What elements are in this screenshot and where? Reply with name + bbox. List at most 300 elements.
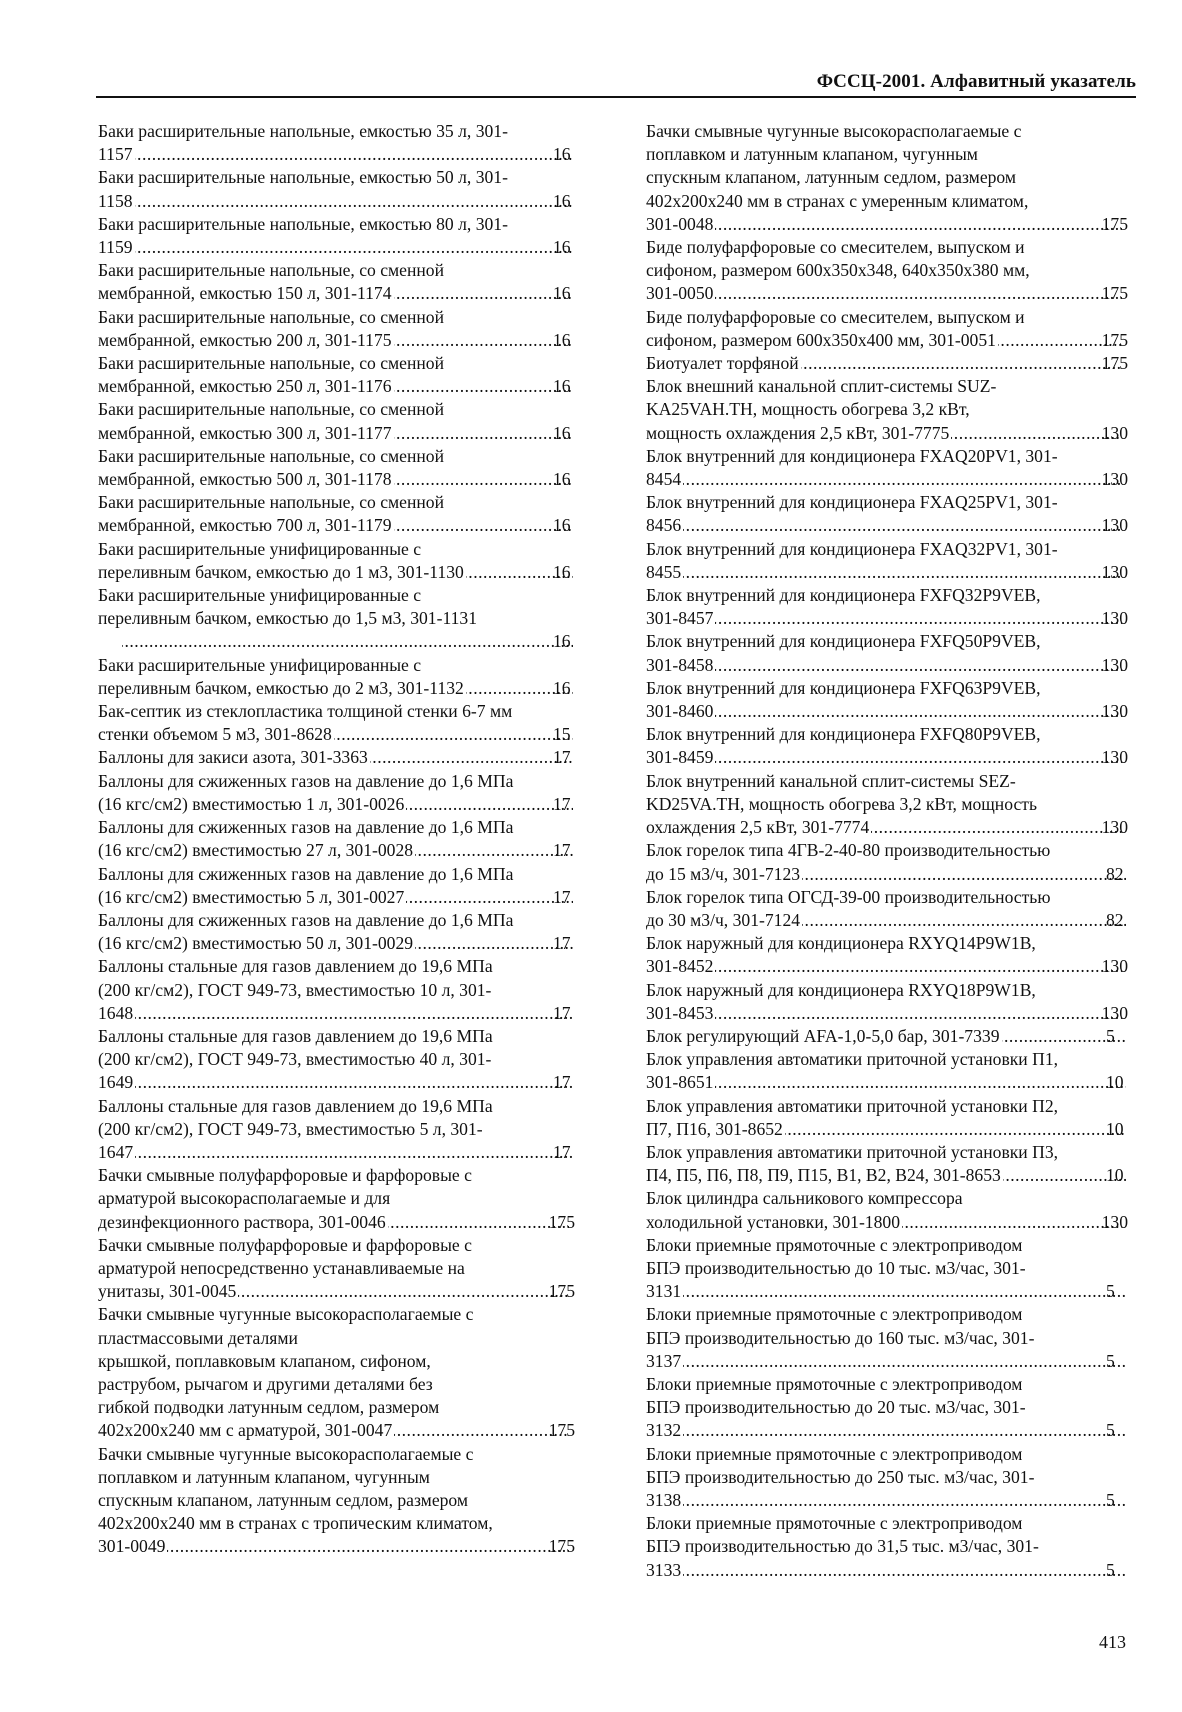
entry-text-line: (200 кг/см2), ГОСТ 949-73, вместимостью 5 л, 301- bbox=[98, 1118, 483, 1139]
entry-leader-line bbox=[646, 329, 1128, 352]
entry-text-line: Блок внутренний для кондиционера FXAQ20PV1, 301- bbox=[646, 445, 1058, 466]
entry-text-line: Баллоны для сжиженных газов на давление до 1,6 МПа bbox=[98, 863, 514, 884]
entry-leader-line: 1158 ..... 16 bbox=[120, 190, 575, 213]
entry-leader-line bbox=[646, 468, 1128, 491]
index-entry bbox=[646, 491, 1128, 537]
entry-text-line: Баллоны для сжиженных газов на давление до 1,6 МПа bbox=[98, 770, 514, 791]
index-entry bbox=[98, 654, 575, 700]
entry-text-last: охлаждения 2,5 кВт, 301-7774 bbox=[646, 817, 870, 838]
entry-page-ref: 130 bbox=[1101, 608, 1128, 629]
entry-text-line: Бачки смывные чугунные высокорасполагаемые с bbox=[98, 1304, 474, 1325]
index-entry bbox=[646, 1025, 1128, 1048]
index-entry bbox=[646, 1234, 1128, 1304]
index-entry bbox=[646, 352, 1128, 375]
index-entry bbox=[646, 1095, 1128, 1141]
entry-leader-line: 3137 ..... 5 bbox=[668, 1350, 1128, 1373]
entry-page-ref: 175 bbox=[548, 1281, 575, 1302]
entry-text-line: Блок внутренний для кондиционера FXFQ50P9VEB, bbox=[646, 631, 1041, 652]
entry-text-line: пластмассовыми деталями bbox=[98, 1327, 298, 1348]
entry-leader-line bbox=[646, 213, 1128, 236]
entry-text-line: Блок наружный для кондиционера RXYQ14P9W1B, bbox=[646, 933, 1036, 954]
index-entry bbox=[646, 306, 1128, 352]
index-entry bbox=[98, 213, 575, 259]
entry-leader-line: Баллоны для закиси азота, 301-3363 ..... 17 bbox=[120, 746, 575, 769]
entry-text-last: 1157 bbox=[98, 144, 133, 165]
page-header bbox=[96, 66, 1136, 98]
index-entry bbox=[646, 979, 1128, 1025]
index-entry bbox=[98, 770, 575, 816]
entry-text-line: Баки расширительные напольные, со сменной bbox=[98, 353, 445, 374]
entry-text-line: Баки расширительные напольные, со сменной bbox=[98, 399, 445, 420]
dot-leader bbox=[135, 190, 573, 213]
entry-text-last: (16 кгс/см2) вместимостью 50 л, 301-0029 bbox=[98, 933, 414, 954]
index-entry bbox=[98, 746, 575, 769]
index-entry bbox=[646, 932, 1128, 978]
entry-leader-line bbox=[646, 422, 1128, 445]
index-entry bbox=[646, 886, 1128, 932]
entry-text-line: Блок управления автоматики приточной установки П2, bbox=[646, 1095, 1059, 1116]
dot-leader bbox=[415, 839, 573, 862]
entry-text-line: (200 кг/см2), ГОСТ 949-73, вместимостью 10 л, 301- bbox=[98, 979, 492, 1000]
entry-text-line: Баллоны стальные для газов давлением до 19,6 МПа bbox=[98, 956, 493, 977]
dot-leader bbox=[902, 1211, 1122, 1234]
entry-text-line: Блок цилиндра сальникового компрессора bbox=[646, 1188, 963, 1209]
entry-page-ref: 130 bbox=[1101, 1211, 1128, 1232]
entry-text-line: Блоки приемные прямоточные с электроприводом bbox=[646, 1373, 1023, 1394]
dot-leader bbox=[394, 422, 573, 445]
entry-text-line: Баллоны стальные для газов давлением до 19,6 МПа bbox=[98, 1095, 493, 1116]
entry-leader-line: стенки объемом 5 м3, 301-8628 ..... 15 bbox=[120, 723, 575, 746]
entry-page-ref: 130 bbox=[1101, 515, 1128, 536]
index-entry bbox=[98, 538, 575, 584]
entry-text-line: 402x200x240 мм в странах с умеренным климатом, bbox=[646, 190, 1029, 211]
entry-text-last: мембранной, емкостью 700 л, 301-1179 bbox=[98, 515, 392, 536]
entry-page-ref: 175 bbox=[548, 1211, 575, 1232]
entry-text-line: Блок горелок типа 4ГВ-2-40-80 производительностью bbox=[646, 840, 1051, 861]
entry-text-last: Биотуалет торфяной bbox=[646, 353, 799, 374]
entry-text-line: раструбом, рычагом и другими деталями без bbox=[98, 1373, 433, 1394]
index-column-left bbox=[98, 120, 575, 1559]
entry-text-line: KD25VA.TH, мощность обогрева 3,2 кВт, мощность bbox=[646, 793, 1037, 814]
entry-leader-line: Блок регулирующий AFA-1,0-5,0 бар, 301-7339 ..... 5 bbox=[668, 1025, 1128, 1048]
dot-leader bbox=[370, 746, 573, 769]
entry-text-line: Баки расширительные напольные, емкостью 80 л, 301- bbox=[98, 213, 508, 234]
index-entry bbox=[98, 863, 575, 909]
entry-leader-line: переливным бачком, емкостью до 2 м3, 301-1132 ..... 16 bbox=[120, 677, 575, 700]
entry-text-last: унитазы, 301-0045 bbox=[98, 1281, 237, 1302]
entry-leader-line: мембранной, емкостью 500 л, 301-1178 ..... 16 bbox=[120, 468, 575, 491]
entry-leader-line bbox=[646, 352, 1128, 375]
entry-text-line: Блок горелок типа ОГСД-39-00 производительностью bbox=[646, 886, 1051, 907]
index-entry bbox=[98, 1234, 575, 1304]
entry-page-ref: 130 bbox=[1101, 956, 1128, 977]
entry-text-last: до 30 м3/ч, 301-7124 bbox=[646, 909, 801, 930]
dot-leader bbox=[394, 329, 573, 352]
dot-leader bbox=[715, 746, 1121, 769]
entry-text-line: Блок внешний канальной сплит-системы SUZ- bbox=[646, 376, 997, 397]
entry-text-line: арматурой непосредственно устанавливаемые на bbox=[98, 1257, 465, 1278]
index-entry bbox=[646, 1141, 1128, 1187]
dot-leader bbox=[122, 630, 573, 653]
index-entry bbox=[98, 816, 575, 862]
entry-leader-line: до 30 м3/ч, 301-7124 ..... 82 bbox=[668, 909, 1128, 932]
entry-leader-line: 301-8651 ..... 10 bbox=[668, 1071, 1128, 1094]
dot-leader bbox=[394, 468, 573, 491]
dot-leader bbox=[394, 375, 573, 398]
dot-leader bbox=[394, 514, 573, 537]
index-entry bbox=[646, 770, 1128, 840]
entry-text-line: Блоки приемные прямоточные с электроприводом bbox=[646, 1443, 1023, 1464]
entry-text-line: Блоки приемные прямоточные с электроприводом bbox=[646, 1304, 1023, 1325]
dot-leader bbox=[715, 213, 1121, 236]
index-entry bbox=[646, 120, 1128, 236]
index-entry bbox=[646, 1303, 1128, 1373]
index-entry bbox=[646, 677, 1128, 723]
entry-text-last: 301-8458 bbox=[646, 654, 714, 675]
dot-leader bbox=[135, 143, 573, 166]
dot-leader bbox=[394, 1419, 568, 1442]
index-entry bbox=[646, 445, 1128, 491]
entry-leader-line bbox=[646, 561, 1128, 584]
index-entry bbox=[646, 538, 1128, 584]
entry-page-ref: 130 bbox=[1101, 561, 1128, 582]
dot-leader bbox=[135, 1071, 573, 1094]
dot-leader bbox=[715, 1002, 1121, 1025]
entry-text-line: Баки расширительные напольные, со сменной bbox=[98, 445, 445, 466]
entry-text-last: 301-0048 bbox=[646, 213, 714, 234]
entry-leader-line bbox=[646, 746, 1128, 769]
index-entry bbox=[98, 445, 575, 491]
index-entry bbox=[646, 1048, 1128, 1094]
entry-text-line: Баллоны стальные для газов давлением до 19,6 МПа bbox=[98, 1025, 493, 1046]
entry-leader-line: мембранной, емкостью 150 л, 301-1174 ..... 16 bbox=[120, 282, 575, 305]
entry-leader-line: 1157 ..... 16 bbox=[120, 143, 575, 166]
entry-text-last: мембранной, емкостью 300 л, 301-1177 bbox=[98, 422, 392, 443]
entry-text-line: Биде полуфарфоровые со смесителем, выпуском и bbox=[646, 306, 1025, 327]
dot-leader bbox=[135, 236, 573, 259]
entry-leader-line: 3133 ..... 5 bbox=[668, 1559, 1128, 1582]
entry-text-last: 1159 bbox=[98, 237, 133, 258]
entry-text-last: сифоном, размером 600x350x400 мм, 301-0051 bbox=[646, 329, 996, 350]
entry-text-line: Бачки смывные полуфарфоровые и фарфоровые с bbox=[98, 1234, 472, 1255]
entry-leader-line: мембранной, емкостью 200 л, 301-1175 ..... 16 bbox=[120, 329, 575, 352]
entry-text-last: 3137 bbox=[646, 1350, 682, 1371]
index-entry bbox=[98, 306, 575, 352]
entry-page-ref: 175 bbox=[1101, 353, 1128, 374]
dot-leader bbox=[683, 1350, 1126, 1373]
entry-text-last: мембранной, емкостью 200 л, 301-1175 bbox=[98, 329, 392, 350]
entry-leader-line: мембранной, емкостью 700 л, 301-1179 ..... 16 bbox=[120, 514, 575, 537]
entry-page-ref: 130 bbox=[1101, 422, 1128, 443]
entry-text-line: БПЭ производительностью до 10 тыс. м3/час, 301- bbox=[646, 1257, 1026, 1278]
entry-text-last: мембранной, емкостью 500 л, 301-1178 bbox=[98, 469, 392, 490]
index-entry bbox=[646, 1443, 1128, 1513]
entry-text-last: 301-0050 bbox=[646, 283, 714, 304]
entry-text-last: мембранной, емкостью 250 л, 301-1176 bbox=[98, 376, 392, 397]
entry-leader-line: переливным бачком, емкостью до 1 м3, 301-1130 ..... 16 bbox=[120, 561, 575, 584]
entry-text-last: (16 кгс/см2) вместимостью 1 л, 301-0026 bbox=[98, 793, 405, 814]
entry-text-last: 3133 bbox=[646, 1559, 682, 1580]
page-number: 413 bbox=[1099, 1632, 1126, 1652]
entry-leader-line bbox=[646, 955, 1128, 978]
dot-leader bbox=[683, 468, 1121, 491]
entry-leader-line: П4, П5, П6, П8, П9, П15, В1, В2, В24, 301-8653 ..... 10 bbox=[668, 1164, 1128, 1187]
entry-text-last: 301-8453 bbox=[646, 1002, 714, 1023]
entry-leader-line: 1647 ..... 17 bbox=[120, 1141, 575, 1164]
entry-text-line: Блок внутренний для кондиционера FXFQ32P9VEB, bbox=[646, 585, 1041, 606]
index-entry bbox=[98, 398, 575, 444]
entry-text-last: (16 кгс/см2) вместимостью 5 л, 301-0027 bbox=[98, 886, 405, 907]
dot-leader bbox=[871, 816, 1121, 839]
entry-leader-line: 3138 ..... 5 bbox=[668, 1489, 1128, 1512]
dot-leader bbox=[683, 561, 1121, 584]
entry-leader-line: 3132 ..... 5 bbox=[668, 1419, 1128, 1442]
dot-leader bbox=[167, 1535, 568, 1558]
entry-text-line: Баки расширительные напольные, емкостью 35 л, 301- bbox=[98, 121, 508, 141]
entry-text-last: 301-0049 bbox=[98, 1536, 166, 1557]
dot-leader bbox=[683, 514, 1121, 537]
entry-text-last: холодильной установки, 301-1800 bbox=[646, 1211, 900, 1232]
entry-text-line: Блоки приемные прямоточные с электроприводом bbox=[646, 1513, 1023, 1534]
entry-text-line: БПЭ производительностью до 20 тыс. м3/час, 301- bbox=[646, 1397, 1026, 1418]
entry-text-line: Блок управления автоматики приточной установки П3, bbox=[646, 1141, 1059, 1162]
dot-leader bbox=[683, 1280, 1126, 1303]
dot-leader bbox=[785, 1118, 1126, 1141]
dot-leader bbox=[415, 932, 573, 955]
dot-leader bbox=[683, 1559, 1126, 1582]
entry-leader-line bbox=[646, 514, 1128, 537]
dot-leader bbox=[715, 700, 1121, 723]
entry-text-line: Баки расширительные унифицированные с bbox=[98, 585, 422, 606]
dot-leader bbox=[683, 1419, 1126, 1442]
entry-leader-line: ..... 16 bbox=[120, 630, 575, 653]
entry-text-last: дезинфекционного раствора, 301-0046 bbox=[98, 1211, 386, 1232]
dot-leader bbox=[715, 955, 1121, 978]
index-entry bbox=[98, 1164, 575, 1234]
entry-page-ref: 130 bbox=[1101, 1002, 1128, 1023]
entry-page-ref: 130 bbox=[1101, 654, 1128, 675]
entry-leader-line: (16 кгс/см2) вместимостью 5 л, 301-0027 ..... 17 bbox=[120, 886, 575, 909]
entry-leader-line: 1159 ..... 16 bbox=[120, 236, 575, 259]
dot-leader bbox=[715, 1071, 1126, 1094]
entry-page-ref: 175 bbox=[548, 1420, 575, 1441]
entry-text-line: KA25VAH.TH, мощность обогрева 3,2 кВт, bbox=[646, 399, 970, 420]
entry-text-line: спускным клапаном, латунным седлом, размером bbox=[98, 1489, 469, 1510]
index-entry bbox=[98, 1443, 575, 1559]
entry-text-line: гибкой подводки латунным седлом, размером bbox=[98, 1397, 440, 1418]
index-entry bbox=[98, 120, 575, 166]
index-entry bbox=[646, 1512, 1128, 1582]
entry-text-line: Баки расширительные унифицированные с bbox=[98, 654, 422, 675]
entry-text-line: поплавком и латунным клапаном, чугунным bbox=[646, 144, 978, 165]
entry-leader-line: 1648 ..... 17 bbox=[120, 1002, 575, 1025]
dot-leader bbox=[135, 1002, 573, 1025]
entry-leader-line: (16 кгс/см2) вместимостью 27 л, 301-0028 ..... 17 bbox=[120, 839, 575, 862]
dot-leader bbox=[802, 909, 1126, 932]
index-entry bbox=[98, 1095, 575, 1165]
dot-leader bbox=[394, 282, 573, 305]
entry-leader-line: (16 кгс/см2) вместимостью 50 л, 301-0029 ..... 17 bbox=[120, 932, 575, 955]
entry-text-line: Баки расширительные унифицированные с bbox=[98, 538, 422, 559]
entry-leader-line: 3131 ..... 5 bbox=[668, 1280, 1128, 1303]
dot-leader bbox=[801, 352, 1122, 375]
entry-leader-line: до 15 м3/ч, 301-7123 ..... 82 bbox=[668, 863, 1128, 886]
entry-leader-line: 1649 ..... 17 bbox=[120, 1071, 575, 1094]
entry-text-last: П4, П5, П6, П8, П9, П15, В1, В2, В24, 301-8653 bbox=[646, 1165, 1001, 1186]
entry-text-line: сифоном, размером 600x350x348, 640x350x380 мм, bbox=[646, 260, 1030, 281]
index-entry bbox=[98, 259, 575, 305]
entry-text-line: Блок наружный для кондиционера RXYQ18P9W1B, bbox=[646, 979, 1036, 1000]
entry-leader-line bbox=[98, 1419, 575, 1442]
dot-leader bbox=[715, 607, 1121, 630]
entry-page-ref: 175 bbox=[1101, 283, 1128, 304]
dot-leader bbox=[334, 723, 573, 746]
dot-leader bbox=[406, 793, 573, 816]
entry-text-line: Баллоны для сжиженных газов на давление до 1,6 МПа bbox=[98, 817, 514, 838]
entry-leader-line bbox=[646, 282, 1128, 305]
entry-text-last: мембранной, емкостью 150 л, 301-1174 bbox=[98, 283, 392, 304]
entry-page-ref: 175 bbox=[1101, 213, 1128, 234]
index-entry bbox=[646, 584, 1128, 630]
index-entry bbox=[646, 236, 1128, 306]
entry-text-last: Блок регулирующий AFA-1,0-5,0 бар, 301-7339 bbox=[646, 1025, 1000, 1046]
dot-leader bbox=[683, 1489, 1126, 1512]
entry-text-line: Блок внутренний для кондиционера FXFQ80P9VEB, bbox=[646, 724, 1041, 745]
entry-leader-line bbox=[98, 1280, 575, 1303]
entry-text-line: Баки расширительные напольные, со сменной bbox=[98, 260, 445, 281]
entry-text-last: 8455 bbox=[646, 561, 682, 582]
entry-leader-line bbox=[646, 1211, 1128, 1234]
entry-text-line: поплавком и латунным клапаном, чугунным bbox=[98, 1466, 430, 1487]
entry-text-last: 301-8651 bbox=[646, 1072, 714, 1093]
entry-text-line: арматурой высокорасполагаемые и для bbox=[98, 1188, 391, 1209]
index-entry bbox=[98, 166, 575, 212]
index-entry bbox=[98, 491, 575, 537]
entry-text-line: переливным бачком, емкостью до 1,5 м3, 301-1131 bbox=[98, 608, 477, 629]
entry-text-last: 8454 bbox=[646, 469, 682, 490]
entry-leader-line: мембранной, емкостью 300 л, 301-1177 ..... 16 bbox=[120, 422, 575, 445]
index-entry bbox=[98, 700, 575, 746]
index-column-right bbox=[646, 120, 1128, 1582]
entry-text-last: 3138 bbox=[646, 1489, 682, 1510]
entry-page-ref: 130 bbox=[1101, 701, 1128, 722]
dot-leader bbox=[802, 863, 1126, 886]
index-entry bbox=[646, 1373, 1128, 1443]
entry-leader-line: мембранной, емкостью 250 л, 301-1176 ..... 16 bbox=[120, 375, 575, 398]
entry-leader-line bbox=[646, 700, 1128, 723]
entry-text-last: стенки объемом 5 м3, 301-8628 bbox=[98, 724, 332, 745]
entry-text-last: переливным бачком, емкостью до 1 м3, 301-1130 bbox=[98, 561, 464, 582]
entry-text-line: Блок внутренний канальной сплит-системы SEZ- bbox=[646, 770, 1016, 791]
entry-text-last: до 15 м3/ч, 301-7123 bbox=[646, 863, 801, 884]
index-entry bbox=[646, 1187, 1128, 1233]
entry-text-line: Блок внутренний для кондиционера FXFQ63P9VEB, bbox=[646, 677, 1041, 698]
entry-text-last: 3132 bbox=[646, 1420, 682, 1441]
dot-leader bbox=[715, 282, 1121, 305]
entry-text-last: переливным бачком, емкостью до 2 м3, 301-1132 bbox=[98, 677, 464, 698]
entry-text-line: Блок внутренний для кондиционера FXAQ25PV1, 301- bbox=[646, 492, 1058, 513]
entry-text-last: 1649 bbox=[98, 1072, 134, 1093]
entry-text-last: 301-8459 bbox=[646, 747, 714, 768]
index-entry bbox=[646, 839, 1128, 885]
entry-leader-line bbox=[646, 816, 1128, 839]
entry-text-line: Биде полуфарфоровые со смесителем, выпуском и bbox=[646, 237, 1025, 258]
entry-text-line: крышкой, поплавковым клапаном, сифоном, bbox=[98, 1350, 431, 1371]
entry-text-last: 1158 bbox=[98, 190, 133, 211]
entry-text-line: Баллоны для сжиженных газов на давление до 1,6 МПа bbox=[98, 909, 514, 930]
entry-text-line: Бачки смывные чугунные высокорасполагаемые с bbox=[98, 1443, 474, 1464]
index-entry bbox=[98, 955, 575, 1025]
entry-text-last: П7, П16, 301-8652 bbox=[646, 1118, 783, 1139]
entry-text-line: Бачки смывные чугунные высокорасполагаемые с bbox=[646, 121, 1022, 141]
entry-leader-line bbox=[98, 1535, 575, 1558]
entry-page-ref: 130 bbox=[1101, 817, 1128, 838]
entry-text-last: 402x200x240 мм с арматурой, 301-0047 bbox=[98, 1420, 393, 1441]
entry-page-ref: 130 bbox=[1101, 469, 1128, 490]
entry-text-last: Баллоны для закиси азота, 301-3363 bbox=[98, 747, 368, 768]
entry-text-line: (200 кг/см2), ГОСТ 949-73, вместимостью 40 л, 301- bbox=[98, 1049, 492, 1070]
entry-page-ref: 175 bbox=[548, 1536, 575, 1557]
entry-text-last: 8456 bbox=[646, 515, 682, 536]
dot-leader bbox=[238, 1280, 568, 1303]
entry-leader-line: П7, П16, 301-8652 ..... 10 bbox=[668, 1118, 1128, 1141]
entry-text-last: (16 кгс/см2) вместимостью 27 л, 301-0028 bbox=[98, 840, 414, 861]
entry-text-last: 301-8460 bbox=[646, 701, 714, 722]
entry-text-line: БПЭ производительностью до 31,5 тыс. м3/час, 301- bbox=[646, 1536, 1039, 1557]
dot-leader bbox=[135, 1141, 573, 1164]
header-title: ФССЦ-2001. Алфавитный указатель bbox=[816, 71, 1136, 92]
entry-text-line: Баки расширительные напольные, со сменной bbox=[98, 306, 445, 327]
entry-leader-line bbox=[646, 1002, 1128, 1025]
entry-text-last: 301-8457 bbox=[646, 608, 714, 629]
entry-text-line: Бачки смывные полуфарфоровые и фарфоровые с bbox=[98, 1165, 472, 1186]
index-entry bbox=[98, 584, 575, 654]
dot-leader bbox=[388, 1211, 569, 1234]
entry-page-ref: 175 bbox=[1101, 329, 1128, 350]
index-entry bbox=[646, 630, 1128, 676]
entry-text-last: 1647 bbox=[98, 1141, 134, 1162]
entry-text-line: Бак-септик из стеклопластика толщиной стенки 6-7 мм bbox=[98, 701, 513, 722]
entry-text-last: 301-8452 bbox=[646, 956, 714, 977]
dot-leader bbox=[406, 886, 573, 909]
index-entry bbox=[98, 1303, 575, 1442]
entry-text-last: 1648 bbox=[98, 1002, 134, 1023]
entry-text-line: Блок внутренний для кондиционера FXAQ32PV1, 301- bbox=[646, 538, 1058, 559]
index-entry bbox=[98, 909, 575, 955]
index-entry bbox=[646, 723, 1128, 769]
entry-text-line: БПЭ производительностью до 160 тыс. м3/час, 301- bbox=[646, 1327, 1035, 1348]
entry-page-ref: 130 bbox=[1101, 747, 1128, 768]
index-entry bbox=[98, 1025, 575, 1095]
entry-text-last: мощность охлаждения 2,5 кВт, 301-7775 bbox=[646, 422, 950, 443]
entry-leader-line bbox=[646, 607, 1128, 630]
entry-leader-line bbox=[98, 1211, 575, 1234]
dot-leader bbox=[715, 654, 1121, 677]
index-entry bbox=[646, 375, 1128, 445]
entry-leader-line bbox=[646, 654, 1128, 677]
entry-text-line: Баки расширительные напольные, емкостью 50 л, 301- bbox=[98, 167, 508, 188]
entry-text-line: Блок управления автоматики приточной установки П1, bbox=[646, 1049, 1059, 1070]
entry-text-line: БПЭ производительностью до 250 тыс. м3/час, 301- bbox=[646, 1466, 1035, 1487]
dot-leader bbox=[951, 422, 1121, 445]
entry-text-line: 402x200x240 мм в странах с тропическим климатом, bbox=[98, 1513, 493, 1534]
entry-text-line: спускным клапаном, латунным седлом, размером bbox=[646, 167, 1017, 188]
entry-text-line: Баки расширительные напольные, со сменной bbox=[98, 492, 445, 513]
entry-text-last: 3131 bbox=[646, 1281, 682, 1302]
entry-text-line: Блоки приемные прямоточные с электроприводом bbox=[646, 1234, 1023, 1255]
entry-leader-line: (16 кгс/см2) вместимостью 1 л, 301-0026 ..... 17 bbox=[120, 793, 575, 816]
index-entry bbox=[98, 352, 575, 398]
